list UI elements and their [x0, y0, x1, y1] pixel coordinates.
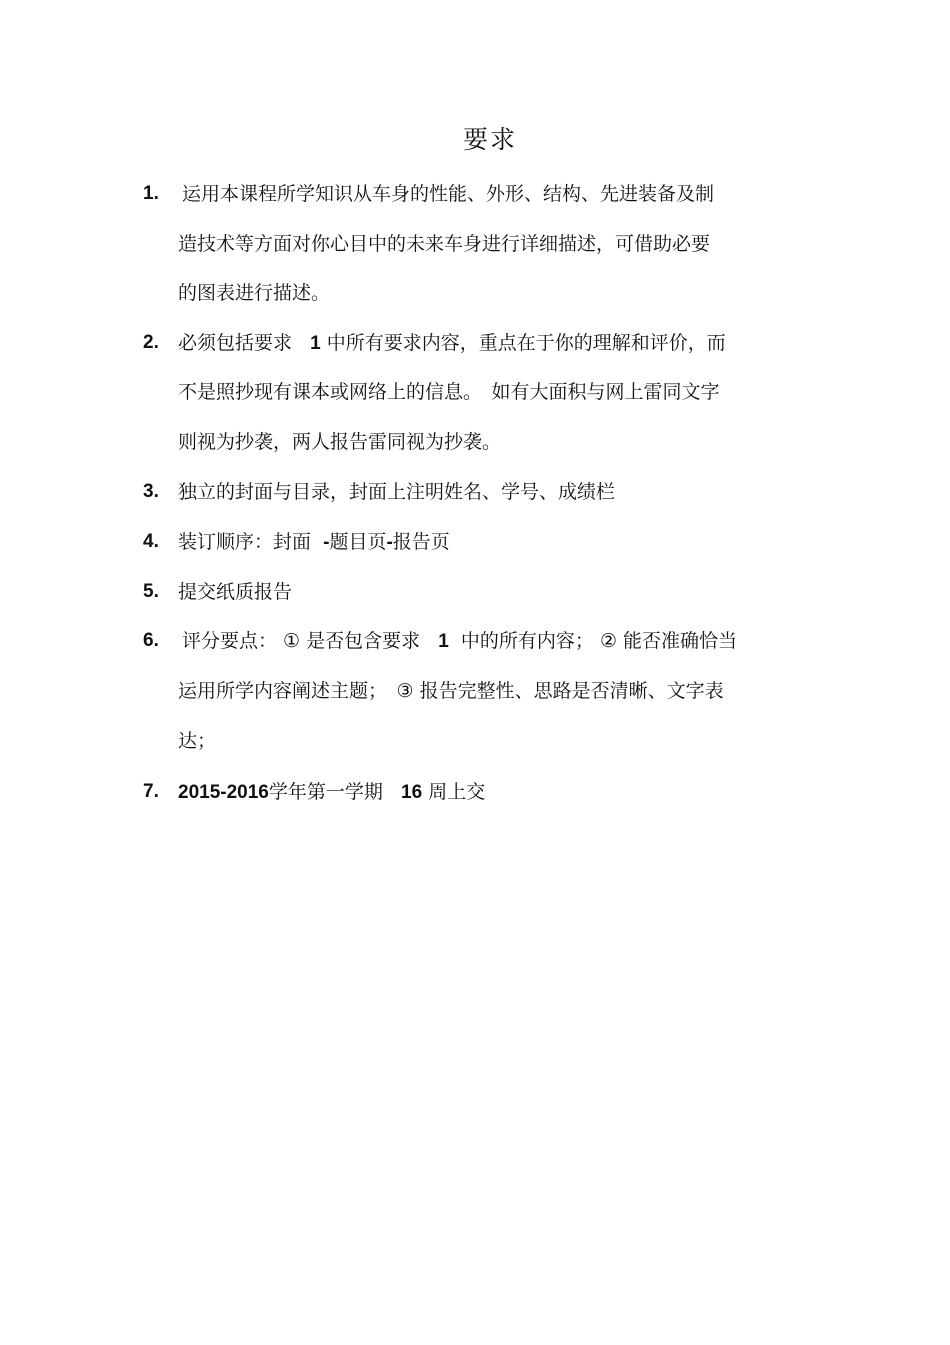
item-text-line: 提交纸质报告	[178, 581, 293, 603]
item-number: 3.	[143, 481, 159, 502]
week-number: 16	[401, 782, 423, 803]
item-text: 题目页	[329, 531, 387, 553]
item-text: 周上交	[428, 781, 486, 803]
item-number: 6.	[143, 630, 159, 651]
item-text-line: 则视为抄袭，两人报告雷同视为抄袭。	[178, 431, 502, 453]
item-text: 学年第一学期	[268, 781, 383, 803]
academic-year: 2015-2016	[178, 782, 269, 803]
item-number: 2.	[143, 332, 159, 353]
item-ref-number: 1	[310, 333, 321, 354]
item-text-line	[178, 529, 450, 556]
item-text: 装订顺序：封面	[178, 531, 312, 553]
item-text-line: 独立的封面与目录，封面上注明姓名、学号、成绩栏	[178, 481, 616, 503]
separator-dash: -	[386, 532, 393, 553]
item-number: 5.	[143, 581, 159, 602]
item-text-line	[182, 628, 737, 655]
item-text-line: 不是照抄现有课本或网络上的信息。 如有大面积与网上雷同文字	[178, 381, 720, 403]
item-text-line: 的图表进行描述。	[178, 282, 331, 304]
item-text: 必须包括要求	[178, 332, 293, 354]
page-title: 要求	[462, 125, 517, 154]
item-text-line: 运用本课程所学知识从车身的性能、外形、结构、先进装备及制	[182, 183, 715, 205]
item-text: 中的所有内容； ② 能否准确恰当	[460, 630, 738, 652]
item-text: 报告页	[392, 531, 450, 553]
item-number: 7.	[143, 781, 159, 802]
item-text: 评分要点： ① 是否包含要求	[182, 630, 421, 652]
item-text-line: 造技术等方面对你心目中的未来车身进行详细描述，可借助必要	[178, 233, 711, 255]
item-text: 中所有要求内容，重点在于你的理解和评价，而	[326, 332, 726, 354]
item-text-line	[178, 779, 485, 806]
item-number: 1.	[143, 183, 159, 204]
item-text-line	[178, 330, 726, 357]
separator-dash: -	[323, 532, 330, 553]
item-ref-number: 1	[438, 631, 449, 652]
item-number: 4.	[143, 531, 159, 552]
item-text-line: 运用所学内容阐述主题； ③ 报告完整性、思路是否清晰、文字表	[178, 680, 724, 702]
item-text-line: 达；	[178, 730, 217, 752]
